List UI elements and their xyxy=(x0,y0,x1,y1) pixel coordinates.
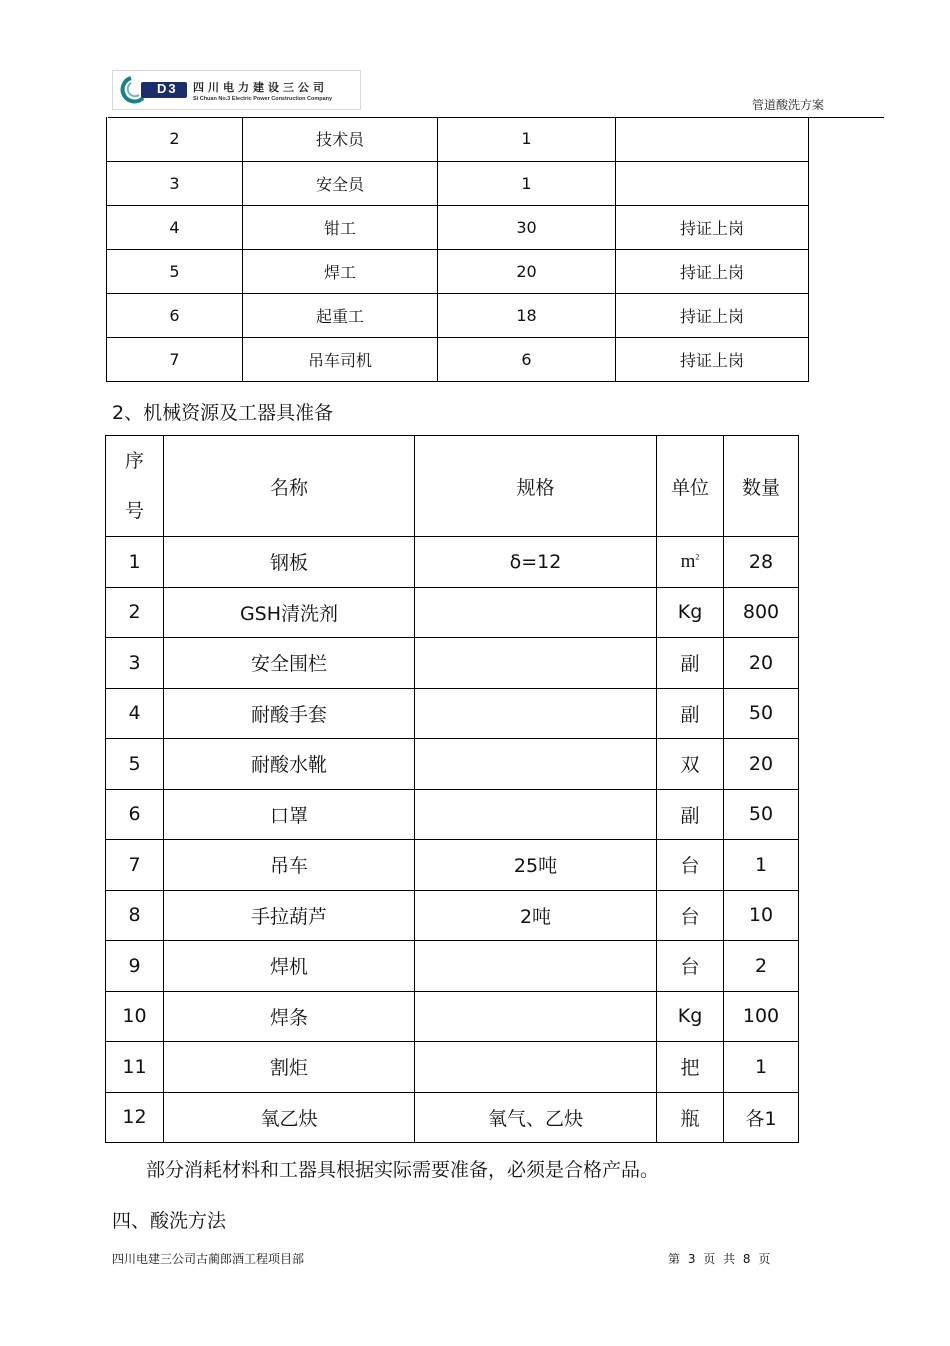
table-row xyxy=(106,789,799,840)
table-row xyxy=(107,337,809,381)
table-row xyxy=(106,739,799,790)
item-name: 氧乙炔 xyxy=(164,1092,415,1143)
staff-count: 20 xyxy=(438,249,616,293)
item-qty: 1 xyxy=(724,1042,799,1093)
logo-company-name-en: Si Chuan No.3 Electric Power Construction Company xyxy=(193,96,333,102)
staff-role: 吊车司机 xyxy=(243,337,438,381)
table-row xyxy=(107,205,809,249)
staff-role: 安全员 xyxy=(243,161,438,205)
company-logo xyxy=(112,70,361,110)
header-spec: 规格 xyxy=(415,436,657,537)
item-unit: 副 xyxy=(657,789,724,840)
item-spec xyxy=(415,941,657,992)
table-row xyxy=(106,890,799,941)
item-spec: 25吨 xyxy=(415,840,657,891)
table-row xyxy=(106,840,799,891)
item-name: 耐酸手套 xyxy=(164,688,415,739)
table-row xyxy=(106,1092,799,1143)
item-unit: 瓶 xyxy=(657,1092,724,1143)
staff-count: 1 xyxy=(438,161,616,205)
item-unit: 副 xyxy=(657,688,724,739)
item-name: GSH清洗剂 xyxy=(164,587,415,638)
item-no: 8 xyxy=(106,890,164,941)
equipment-table xyxy=(105,435,799,1143)
header-unit: 单位 xyxy=(657,436,724,537)
item-unit: 台 xyxy=(657,840,724,891)
chapter-heading: 四、酸洗方法 xyxy=(112,1210,227,1232)
footer-page-number: 第 3 页 共 8 页 xyxy=(668,1252,771,1266)
staff-remark: 持证上岗 xyxy=(616,205,809,249)
note-paragraph: 部分消耗材料和工器具根据实际需要准备，必须是合格产品。 xyxy=(146,1159,660,1181)
header-seq xyxy=(106,436,164,537)
item-qty: 50 xyxy=(724,688,799,739)
item-spec xyxy=(415,991,657,1042)
item-name: 口罩 xyxy=(164,789,415,840)
staff-no: 2 xyxy=(107,117,243,161)
item-no: 10 xyxy=(106,991,164,1042)
header-seq-line2: 号 xyxy=(124,500,144,522)
item-spec xyxy=(415,587,657,638)
staff-count: 1 xyxy=(438,117,616,161)
item-spec xyxy=(415,739,657,790)
item-spec xyxy=(415,1042,657,1093)
staff-no: 6 xyxy=(107,293,243,337)
item-no: 4 xyxy=(106,688,164,739)
item-qty: 10 xyxy=(724,890,799,941)
staff-table xyxy=(106,117,809,382)
staff-no: 4 xyxy=(107,205,243,249)
item-unit: 台 xyxy=(657,941,724,992)
item-unit: 把 xyxy=(657,1042,724,1093)
item-unit: Kg xyxy=(657,991,724,1042)
table-row xyxy=(106,991,799,1042)
item-qty: 800 xyxy=(724,587,799,638)
item-name: 割炬 xyxy=(164,1042,415,1093)
staff-remark xyxy=(616,161,809,205)
logo-mark-icon xyxy=(117,76,189,104)
item-no: 6 xyxy=(106,789,164,840)
item-spec xyxy=(415,688,657,739)
header-name: 名称 xyxy=(164,436,415,537)
item-qty: 各1 xyxy=(724,1092,799,1143)
staff-remark: 持证上岗 xyxy=(616,337,809,381)
staff-no: 5 xyxy=(107,249,243,293)
staff-role: 焊工 xyxy=(243,249,438,293)
item-no: 2 xyxy=(106,587,164,638)
item-qty: 2 xyxy=(724,941,799,992)
item-unit: Kg xyxy=(657,587,724,638)
item-qty: 1 xyxy=(724,840,799,891)
item-no: 11 xyxy=(106,1042,164,1093)
item-no: 9 xyxy=(106,941,164,992)
item-name: 吊车 xyxy=(164,840,415,891)
item-unit: 副 xyxy=(657,638,724,689)
staff-role: 钳工 xyxy=(243,205,438,249)
item-unit: 双 xyxy=(657,739,724,790)
item-name: 耐酸水靴 xyxy=(164,739,415,790)
item-qty: 20 xyxy=(724,638,799,689)
table-row xyxy=(106,1042,799,1093)
header-seq-line1: 序 xyxy=(124,450,144,472)
staff-remark: 持证上岗 xyxy=(616,249,809,293)
staff-role: 技术员 xyxy=(243,117,438,161)
staff-remark xyxy=(616,117,809,161)
item-qty: 50 xyxy=(724,789,799,840)
staff-count: 18 xyxy=(438,293,616,337)
item-no: 7 xyxy=(106,840,164,891)
logo-company-name-cn: 四川电力建设三公司 xyxy=(193,81,328,94)
item-spec xyxy=(415,638,657,689)
item-spec: 2吨 xyxy=(415,890,657,941)
table-row xyxy=(106,537,799,588)
item-name: 焊机 xyxy=(164,941,415,992)
item-unit-sup: 2 xyxy=(695,552,700,562)
item-unit: 台 xyxy=(657,890,724,941)
item-name: 安全围栏 xyxy=(164,638,415,689)
logo-mark-text: D3 xyxy=(157,81,178,96)
item-name: 手拉葫芦 xyxy=(164,890,415,941)
item-no: 5 xyxy=(106,739,164,790)
staff-count: 6 xyxy=(438,337,616,381)
item-unit xyxy=(657,537,724,588)
item-qty: 100 xyxy=(724,991,799,1042)
table-row xyxy=(106,941,799,992)
section-heading: 2、机械资源及工器具准备 xyxy=(112,402,334,424)
item-qty: 28 xyxy=(724,537,799,588)
header-qty: 数量 xyxy=(724,436,799,537)
item-no: 1 xyxy=(106,537,164,588)
item-spec xyxy=(415,789,657,840)
item-no: 3 xyxy=(106,638,164,689)
table-row xyxy=(107,293,809,337)
staff-count: 30 xyxy=(438,205,616,249)
staff-role: 起重工 xyxy=(243,293,438,337)
table-row xyxy=(107,161,809,205)
document-title: 管道酸洗方案 xyxy=(752,98,825,112)
staff-no: 3 xyxy=(107,161,243,205)
item-spec: 氧气、乙炔 xyxy=(415,1092,657,1143)
item-unit-base: m xyxy=(680,550,696,572)
table-row xyxy=(107,249,809,293)
table-row xyxy=(106,688,799,739)
table-row xyxy=(106,638,799,689)
footer-project: 四川电建三公司古蔺郎酒工程项目部 xyxy=(112,1252,305,1266)
table-row xyxy=(107,117,809,161)
table-header-row xyxy=(106,436,799,537)
staff-no: 7 xyxy=(107,337,243,381)
item-qty: 20 xyxy=(724,739,799,790)
item-name: 钢板 xyxy=(164,537,415,588)
item-name: 焊条 xyxy=(164,991,415,1042)
table-row xyxy=(106,587,799,638)
staff-remark: 持证上岗 xyxy=(616,293,809,337)
item-spec: δ=12 xyxy=(415,537,657,588)
item-no: 12 xyxy=(106,1092,164,1143)
